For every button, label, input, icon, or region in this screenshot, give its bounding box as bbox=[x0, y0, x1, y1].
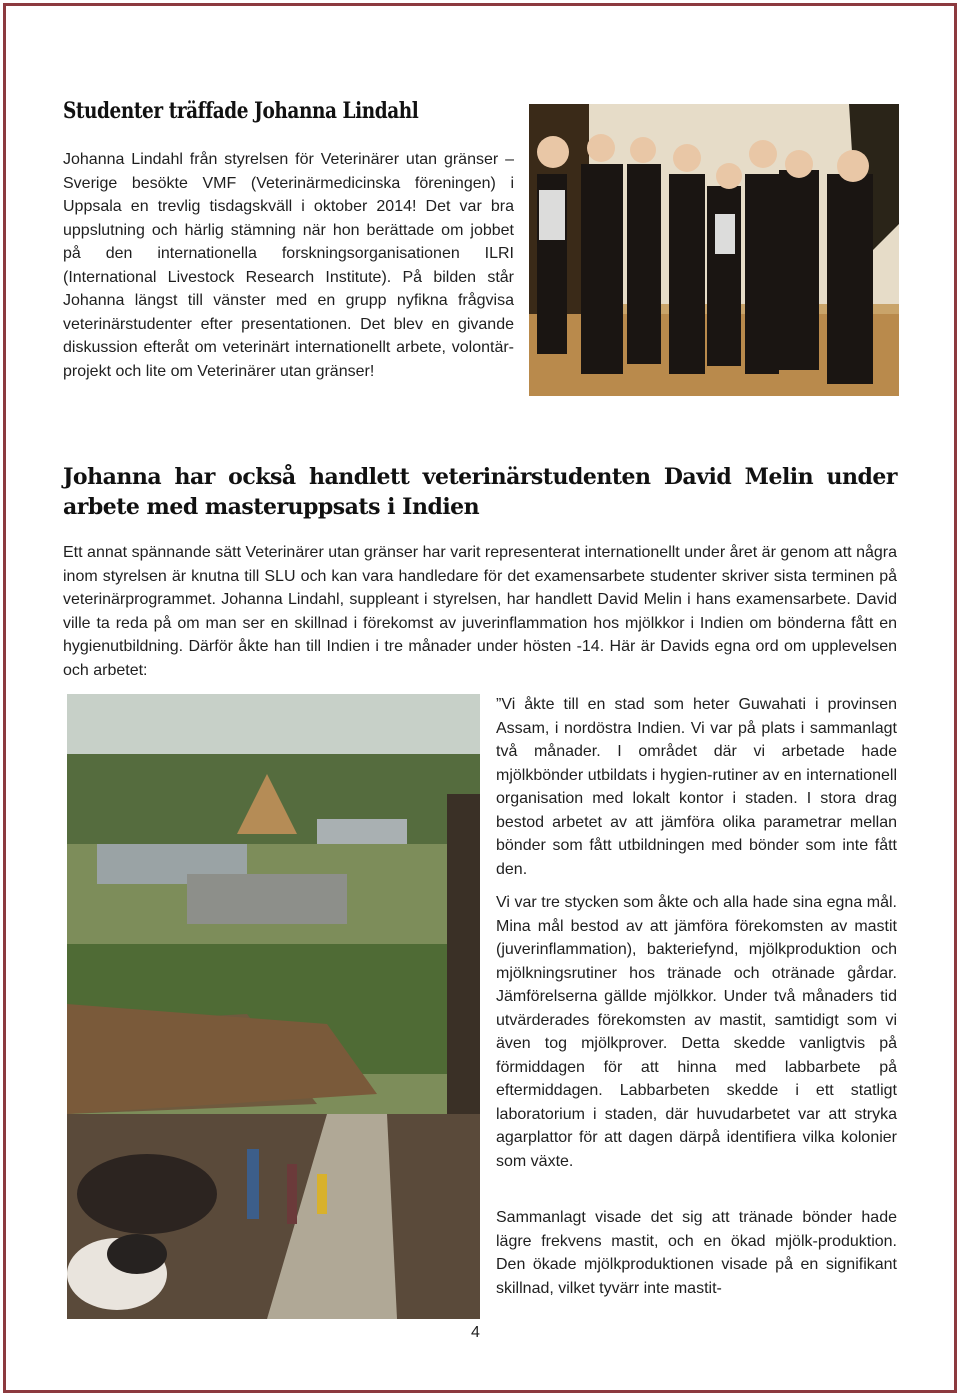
quote-paragraph-3: Sammanlagt visade det sig att tränade bönder hade lägre frekvens mastit, och en ökad mjölk-produktion. Den ökade mjölkproduktionen visade på en signifikant skillnad, vilket tyvärr inte mastit- bbox=[496, 1209, 897, 1297]
group-photo-students bbox=[529, 104, 899, 396]
quote-paragraph-1: ”Vi åkte till en stad som heter Guwahati i provinsen Assam, i nordöstra Indien. Vi var på plats i sammanlagt två månader. I området där vi arbetade hade mjölkbönder utbildats i hygien-rutiner av en internationell organisation med lokalt kontor i staden. I stora drag bestod arbetet av att jämföra olika parametrar mellan bönder som fått utbildningen med bönder som inte fått den. bbox=[496, 696, 897, 878]
article-intro-2: Ett annat spännande sätt Veterinärer utan gränser har varit representerat internationellt under året är genom att några inom styrelsen är knutna till SLU och kan vara handledare för det examensarbete studenter skriver sista terminen på veterinärprogrammet. Johanna Lindahl, suppleant i styrelsen, har handlett David Melin i hans examensarbete. David ville ta reda på om man ser en skillnad i förekomst av juverinflammation hos mjölkkor i Indien om bönderna fått en hygienutbildning. Därför åkte han till Indien i tre månader under hösten -14. Här är Davids egna ord om upplevelsen och arbetet: bbox=[63, 544, 897, 679]
farm-photo-india bbox=[67, 694, 480, 1319]
article-body-1: Johanna Lindahl från styrelsen för Veterinärer utan gränser – Sverige besökte VMF (Veterinärmedicinska föreningen) i Uppsala en trevlig tisdagskväll i oktober 2014! Det var bra uppslutning och härlig stämning när hon berättade om jobbet på den internationella forskningsorganisationen ILRI (International Livestock Research Institute). På bilden står Johanna längst till vänster med en grupp nyfikna frågvisa veterinärstudenter efter presentationen. Det blev en givande diskussion efteråt om veterinärt internationellt arbete, volontär-projekt och lite om Veterinärer utan gränser! bbox=[63, 151, 514, 380]
article-heading-2: Johanna har också handlett veterinärstudenten David Melin under arbete med masteruppsats i Indien bbox=[63, 464, 897, 520]
page-number: 4 bbox=[471, 1324, 480, 1341]
article-heading-1: Studenter träffade Johanna Lindahl bbox=[63, 98, 419, 124]
quote-paragraph-2: Vi var tre stycken som åkte och alla hade sina egna mål. Mina mål bestod av att jämföra förekomsten av mastit (juverinflammation), bakteriefynd, mjölkproduktion och mjölkningsrutiner hos tränade och otränade gårdar. Jämförelserna gällde mjölkkor. Under två månaders tid utvärderades förekomsten av mastit, samtidigt som vi även tog mjölkprover. Detta skedde vanligtvis på förmiddagen för att hinna med labbarbete på eftermiddagen. Labbarbeten skedde i ett statligt laboratorium i staden, där huvudarbetet var att stryka agarplattor för att dagen därpå identifiera vilka kolonier som växte. bbox=[496, 894, 897, 1170]
